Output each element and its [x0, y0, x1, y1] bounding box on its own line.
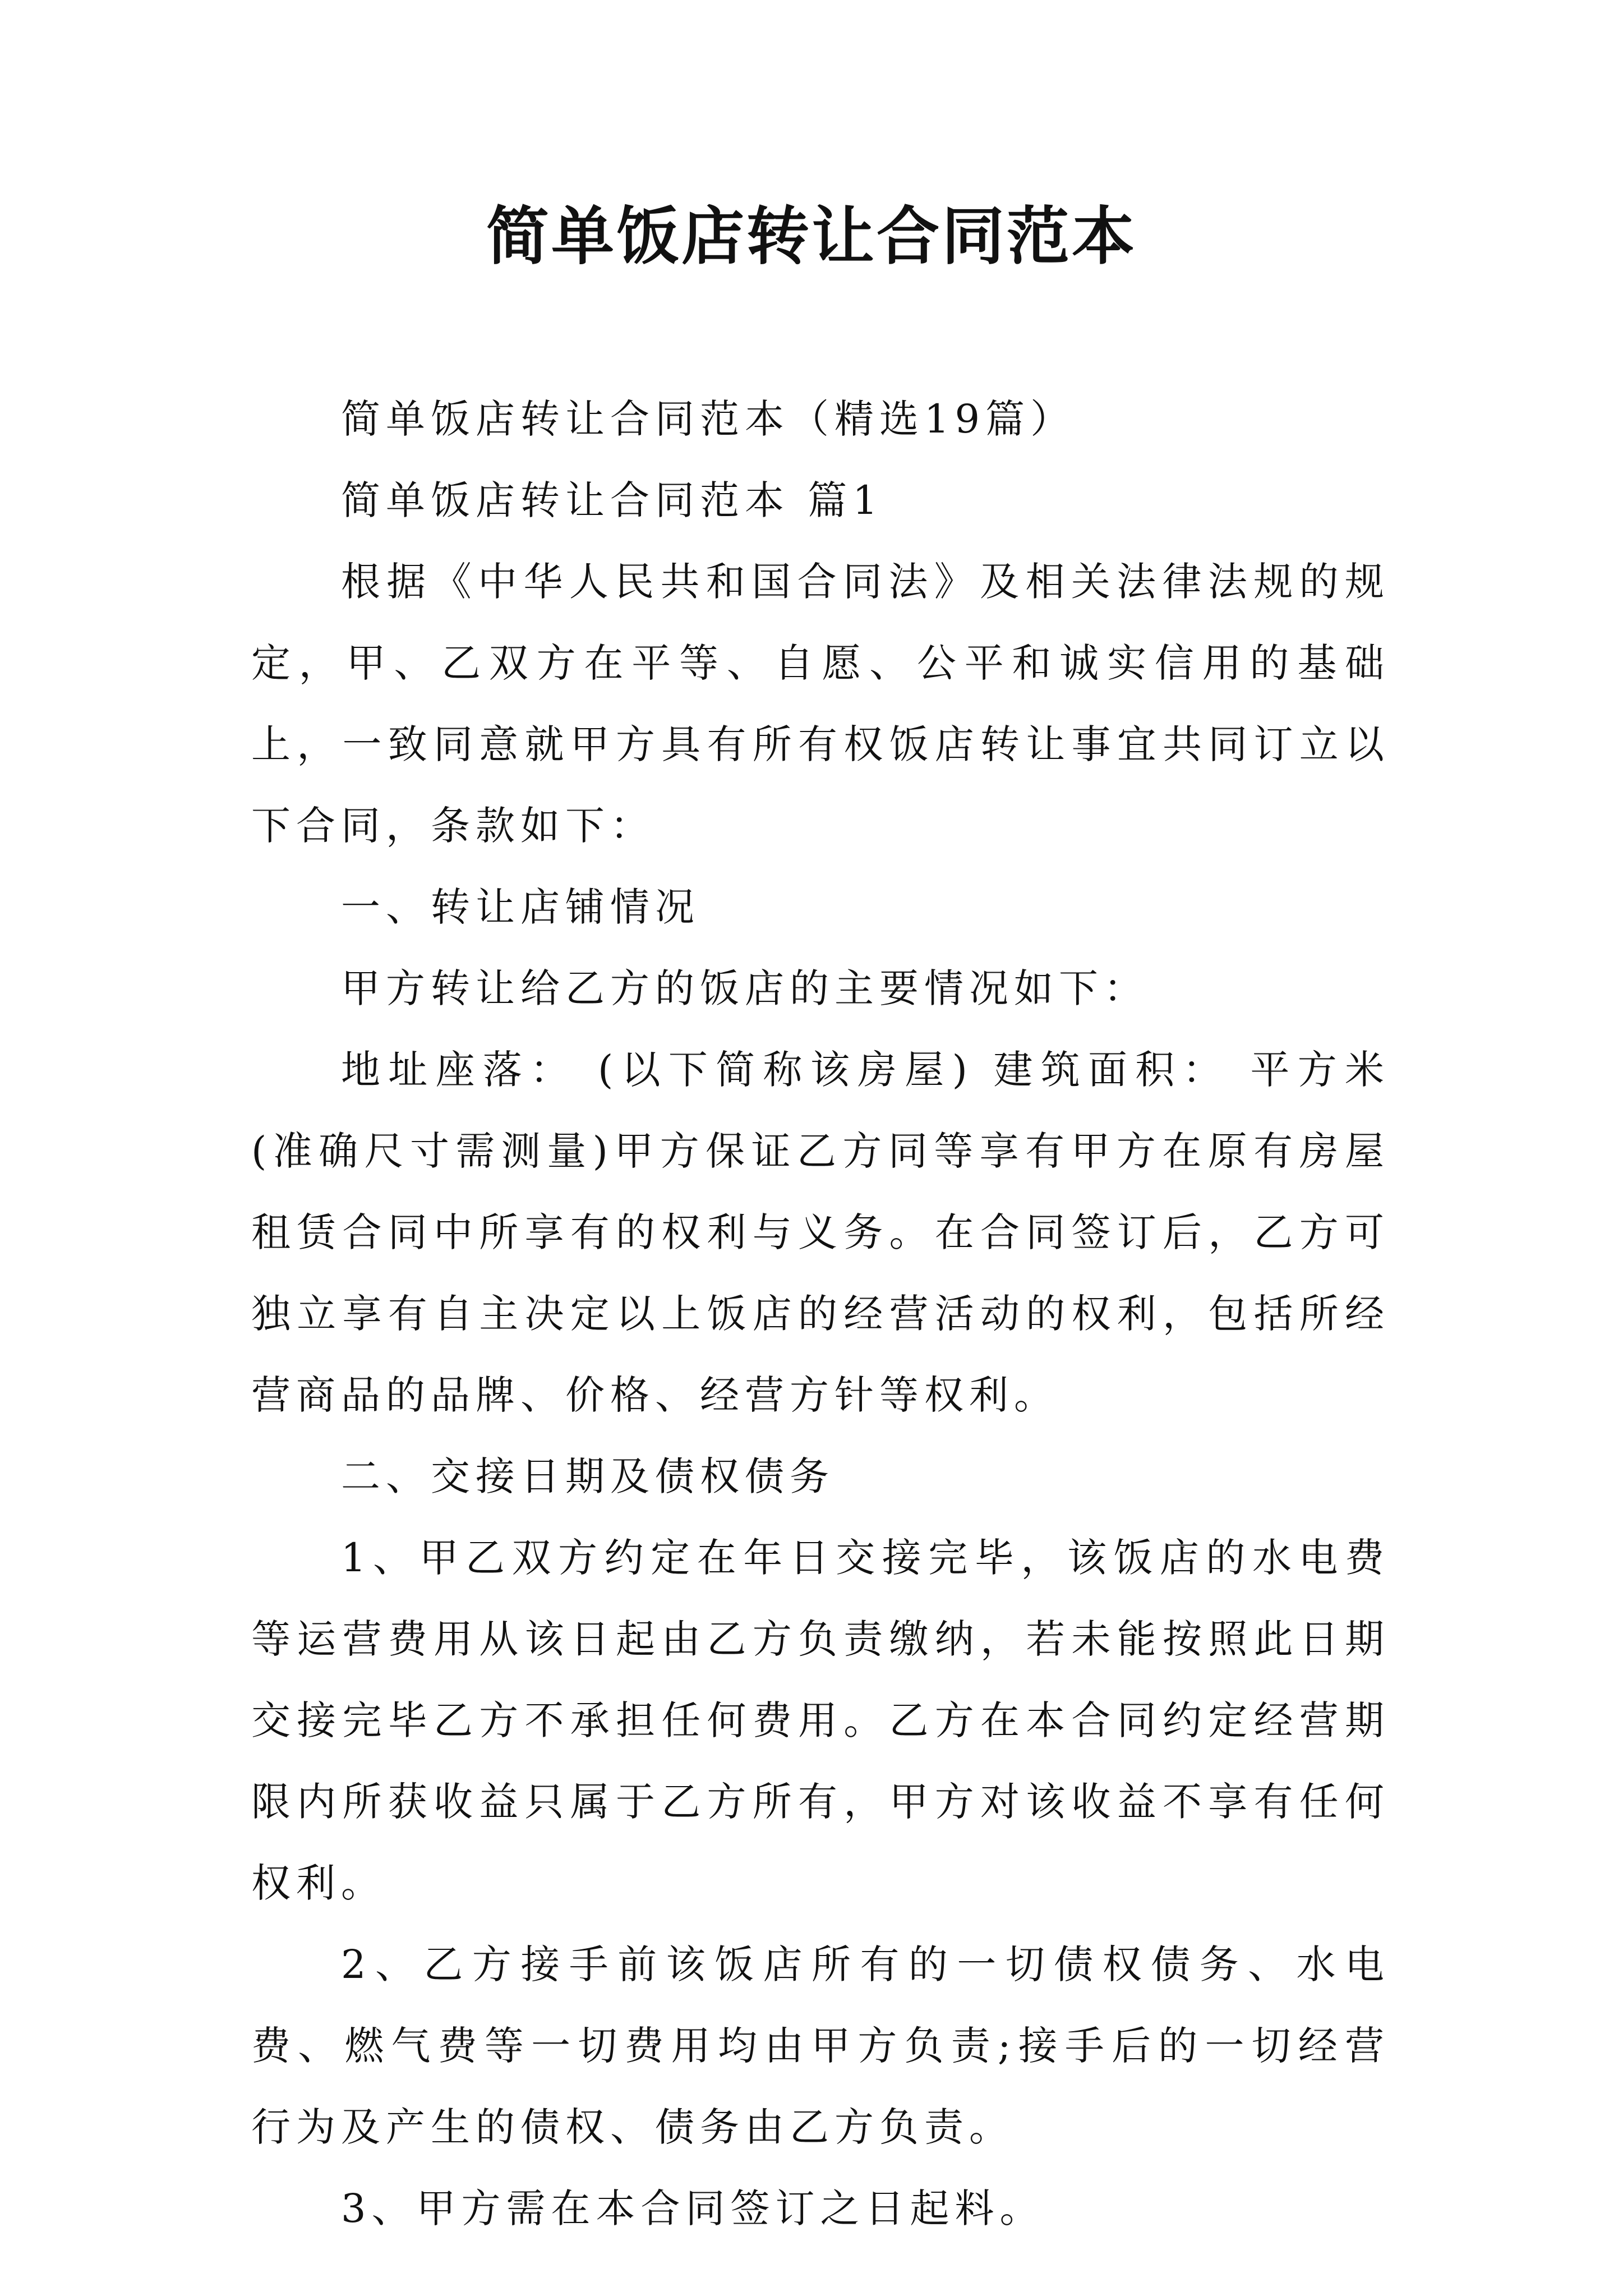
paragraph-address: 地址座落： (以下简称该房屋) 建筑面积： 平方米(准确尺寸需测量)甲方保证乙方同等享有甲方在原有房屋租赁合同中所享有的权利与义务。在合同签订后，乙方可独立享有自主决定以上饭店的经营活动的权利，包括所经营商品的品牌、价格、经营方针等权利。 — [251, 1047, 1390, 1418]
paragraph-preamble: 根据《中华人民共和国合同法》及相关法律法规的规定，甲、乙双方在平等、自愿、公平和诚实信用的基础上，一致同意就甲方具有所有权饭店转让事宜共同订立以下合同，条款如下： — [251, 559, 1390, 849]
paragraph-clause-1: 1、甲乙双方约定在年日交接完毕，该饭店的水电费等运营费用从该日起由乙方负责缴纳，若未能按照此日期交接完毕乙方不承担任何费用。乙方在本合同约定经营期限内所获收益只属于乙方所有，甲方对该收益不享有任何权利。 — [251, 1535, 1390, 1906]
paragraph-subtitle: 简单饭店转让合同范本（精选19篇） — [341, 396, 1076, 442]
document-body — [251, 379, 1390, 2249]
paragraph-intro: 甲方转让给乙方的饭店的主要情况如下： — [341, 965, 1149, 1011]
paragraph-clause-3: 3、甲方需在本合同签订之日起料。 — [341, 2185, 1045, 2231]
paragraph-heading-1: 一、转让店铺情况 — [341, 884, 700, 930]
paragraph-section-heading: 简单饭店转让合同范本 篇1 — [341, 477, 883, 523]
document-title: 简单饭店转让合同范本 — [486, 200, 1137, 273]
paragraph-clause-2: 2、乙方接手前该饭店所有的一切债权债务、水电费、燃气费等一切费用均由甲方负责;接手后的一切经营行为及产生的债权、债务由乙方负责。 — [251, 1941, 1390, 2150]
paragraph-heading-2: 二、交接日期及债权债务 — [341, 1453, 834, 1499]
